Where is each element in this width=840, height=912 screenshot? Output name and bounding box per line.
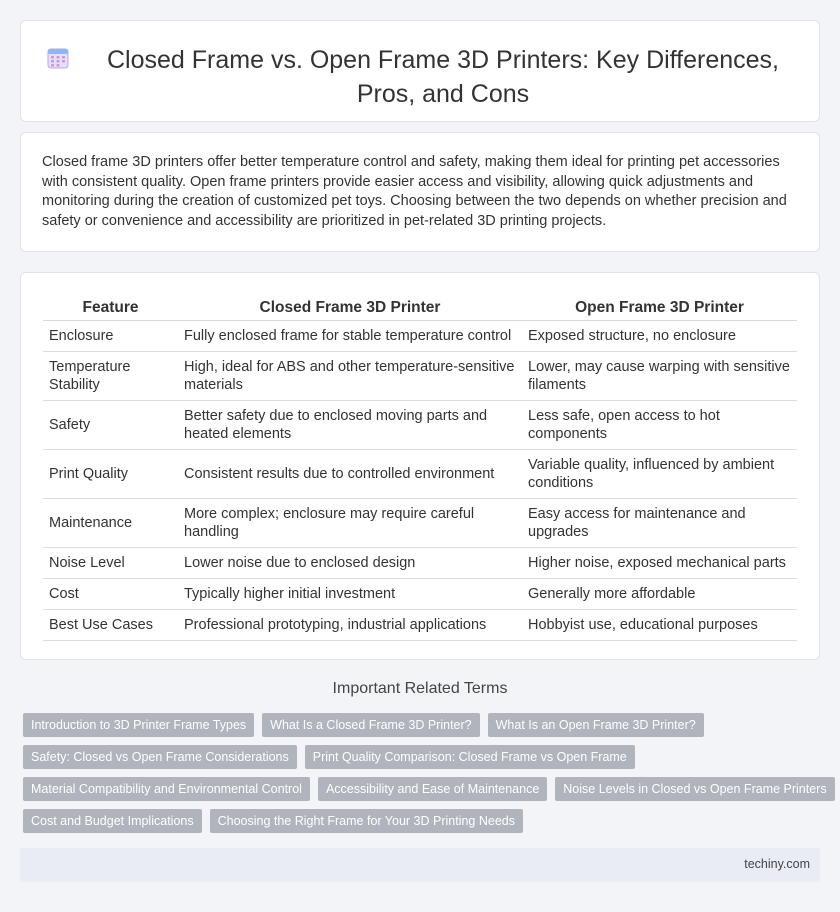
table-row <box>43 579 797 610</box>
table-row <box>43 548 797 579</box>
closed-frame-cell: Lower noise due to enclosed design <box>178 548 522 579</box>
feature-cell: Safety <box>43 401 178 450</box>
open-frame-cell: Exposed structure, no enclosure <box>522 321 797 352</box>
feature-cell: Temperature Stability <box>43 352 178 401</box>
comparison-table <box>43 295 797 641</box>
tag-row <box>23 809 803 833</box>
feature-cell: Maintenance <box>43 499 178 548</box>
header-open-frame: Open Frame 3D Printer <box>522 295 797 321</box>
feature-cell: Best Use Cases <box>43 610 178 641</box>
closed-frame-cell: Professional prototyping, industrial applications <box>178 610 522 641</box>
closed-frame-cell: High, ideal for ABS and other temperature-sensitive materials <box>178 352 522 401</box>
footer-site-name[interactable]: techiny.com <box>744 857 810 871</box>
related-term-tag[interactable]: What Is a Closed Frame 3D Printer? <box>262 713 479 737</box>
tag-row <box>23 777 827 801</box>
closed-frame-cell: Better safety due to enclosed moving parts and heated elements <box>178 401 522 450</box>
table-row <box>43 450 797 499</box>
table-row <box>43 401 797 450</box>
feature-cell: Print Quality <box>43 450 178 499</box>
page-title: Closed Frame vs. Open Frame 3D Printers: Key Differences, Pros, and Cons <box>107 46 779 108</box>
comparison-table-card <box>20 272 820 660</box>
header-closed-frame: Closed Frame 3D Printer <box>178 295 522 321</box>
open-frame-cell: Easy access for maintenance and upgrades <box>522 499 797 548</box>
tag-row <box>23 713 803 737</box>
open-frame-cell: Lower, may cause warping with sensitive filaments <box>522 352 797 401</box>
related-term-tag[interactable]: Safety: Closed vs Open Frame Considerations <box>23 745 297 769</box>
closed-frame-cell: Consistent results due to controlled environment <box>178 450 522 499</box>
related-term-tag[interactable]: Choosing the Right Frame for Your 3D Printing Needs <box>210 809 523 833</box>
related-terms-list <box>23 713 827 841</box>
intro-card <box>20 132 820 252</box>
table-row <box>43 321 797 352</box>
related-term-tag[interactable]: What Is an Open Frame 3D Printer? <box>488 713 704 737</box>
closed-frame-cell: Typically higher initial investment <box>178 579 522 610</box>
related-term-tag[interactable]: Print Quality Comparison: Closed Frame vs Open Frame <box>305 745 635 769</box>
table-header-row <box>43 295 797 321</box>
open-frame-cell: Variable quality, influenced by ambient conditions <box>522 450 797 499</box>
table-row <box>43 352 797 401</box>
related-term-tag[interactable]: Accessibility and Ease of Maintenance <box>318 777 547 801</box>
feature-cell: Cost <box>43 579 178 610</box>
intro-paragraph: Closed frame 3D printers offer better temperature control and safety, making them ideal for printing pet accessories with consistent quality. Open frame printers provide easier access and visibility, allowing quick adjustments and monitoring during the creation of customized pet toys. Choosing between the two depends on whether precision and safety or convenience and accessibility are prioritized in pet-related 3D printing projects. <box>42 154 787 229</box>
table-row <box>43 610 797 641</box>
closed-frame-cell: Fully enclosed frame for stable temperature control <box>178 321 522 352</box>
related-term-tag[interactable]: Introduction to 3D Printer Frame Types <box>23 713 254 737</box>
tag-row <box>23 745 803 769</box>
open-frame-cell: Less safe, open access to hot components <box>522 401 797 450</box>
footer <box>20 848 820 882</box>
table-row <box>43 499 797 548</box>
related-term-tag[interactable]: Material Compatibility and Environmental Control <box>23 777 310 801</box>
feature-cell: Noise Level <box>43 548 178 579</box>
related-terms-heading: Important Related Terms <box>332 680 508 697</box>
related-term-tag[interactable]: Cost and Budget Implications <box>23 809 202 833</box>
open-frame-cell: Generally more affordable <box>522 579 797 610</box>
related-term-tag[interactable]: Noise Levels in Closed vs Open Frame Printers <box>555 777 834 801</box>
title-card <box>20 20 820 122</box>
open-frame-cell: Higher noise, exposed mechanical parts <box>522 548 797 579</box>
closed-frame-cell: More complex; enclosure may require careful handling <box>178 499 522 548</box>
open-frame-cell: Hobbyist use, educational purposes <box>522 610 797 641</box>
feature-cell: Enclosure <box>43 321 178 352</box>
header-feature: Feature <box>43 295 178 321</box>
